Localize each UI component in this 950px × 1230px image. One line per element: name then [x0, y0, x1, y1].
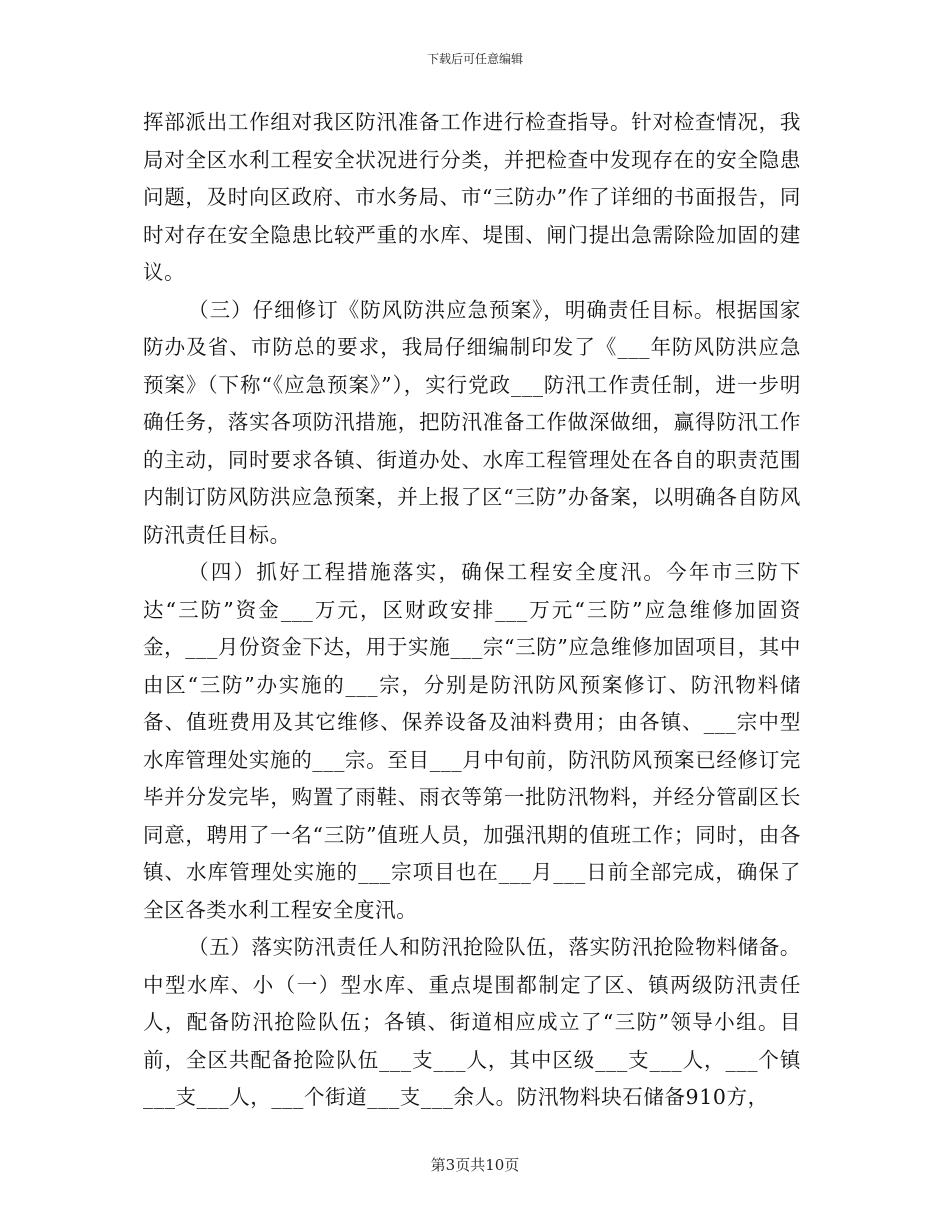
paragraph-continuation: 挥部派出工作组对我区防汛准备工作进行检查指导。针对检查情况，我局对全区水利工程安全状况进行分类，并把检查中发现存在的安全隐患问题，及时向区政府、市水务局、市“三防办”作了详细的书面报告，同时对存在安全隐患比较严重的水库、堤围、闸门提出急需除险加固的建议。 — [143, 110, 801, 284]
page-footer: 第3页共10页 — [430, 1156, 520, 1174]
paragraph-section-3: （三）仔细修订《防风防洪应急预案》，明确责任目标。根据国家防办及省、市防总的要求，我局仔细编制印发了《___年防风防洪应急预案》（下称“《应急预案》”），实行党政___防汛工作责任制，进一步明确任务，落实各项防汛措施，把防汛准备工作做深做细，赢得防汛工作的主动，同时要求各镇、街道办处、水库工程管理处在各自的职责范围内制订防风防洪应急预案，并上报了区“三防”办备案，以明确各自防风防汛责任目标。 — [143, 297, 801, 547]
page-header: 下载后可任意编辑 — [426, 52, 523, 66]
paragraph-section-4: （四）抓好工程措施落实，确保工程安全度汛。今年市三防下达“三防”资金___万元，区财政安排___万元“三防”应急维修加固资金，___月份资金下达，用于实施___宗“三防”应急维修加固项目，其中由区“三防”办实施的___宗，分别是防汛防风预案修订、防汛物料储备、值班费用及其它维修、保养设备及油料费用；由各镇、___宗中型水库管理处实施的___宗。至目___月中旬前，防汛防风预案已经修订完毕并分发完毕，购置了雨鞋、雨衣等第一批防汛物料，并经分管副区长同意，聘用了一名“三防”值班人员，加强汛期的值班工作；同时，由各镇、水库管理处实施的___宗项目也在___月___日前全部完成，确保了全区各类水利工程安全度汛。 — [143, 560, 801, 922]
paragraph-section-5: （五）落实防汛责任人和防汛抢险队伍，落实防汛抢险物料储备。中型水库、小（一）型水库、重点堤围都制定了区、镇两级防汛责任人，配备防汛抢险队伍；各镇、街道相应成立了“三防”领导小组。目前，全区共配备抢险队伍___支___人，其中区级___支___人，___个镇___支___人，___个街道___支___余人。防汛物料块石储备910方， — [143, 935, 801, 1109]
document-body — [143, 104, 801, 1117]
